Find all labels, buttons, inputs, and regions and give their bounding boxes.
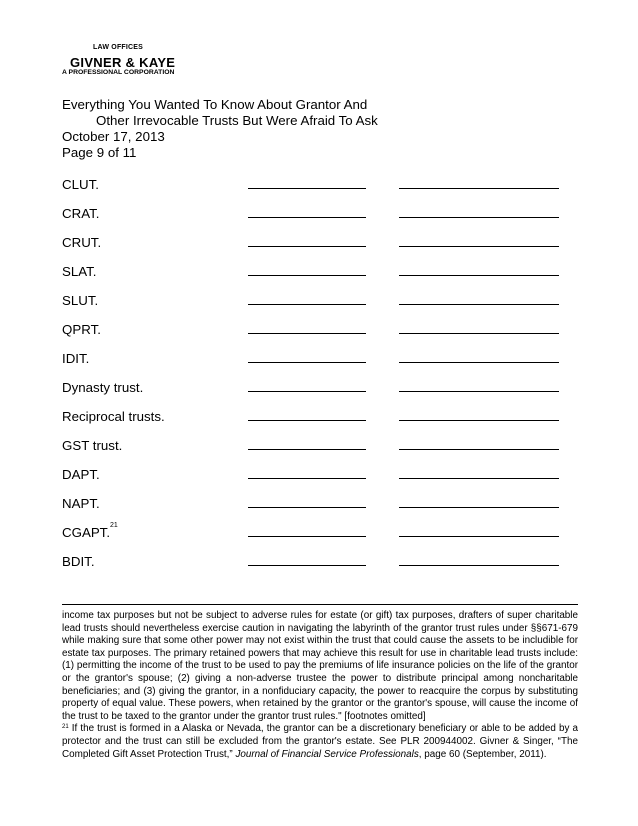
list-item <box>62 467 582 485</box>
letterhead-firm-name: GIVNER & KAYE <box>70 55 176 70</box>
trust-label-with-footnote <box>62 522 118 540</box>
trust-label: DAPT. <box>62 467 100 482</box>
blank-line-2 <box>399 478 559 479</box>
blank-line-1 <box>248 478 366 479</box>
blank-line-1 <box>248 217 366 218</box>
blank-line-1 <box>248 536 366 537</box>
list-item <box>62 264 582 282</box>
blank-line-2 <box>399 536 559 537</box>
blank-line-2 <box>399 391 559 392</box>
blank-line-2 <box>399 420 559 421</box>
list-item <box>62 235 582 253</box>
list-item <box>62 351 582 369</box>
list-item <box>62 177 582 195</box>
footnotes <box>62 610 578 761</box>
title-line-2: Other Irrevocable Trusts But Were Afraid To Ask <box>96 113 378 128</box>
letterhead-law-offices: LAW OFFICES <box>93 44 144 51</box>
footnote-divider <box>62 604 578 605</box>
document-header <box>62 97 378 161</box>
list-item <box>62 206 582 224</box>
list-item <box>62 496 582 514</box>
letterhead-corporation: A PROFESSIONAL CORPORATION <box>62 69 175 76</box>
list-item <box>62 380 582 398</box>
trust-label: CLUT. <box>62 177 99 192</box>
blank-line-1 <box>248 391 366 392</box>
list-item <box>62 438 582 456</box>
list-item <box>62 522 582 543</box>
blank-line-1 <box>248 188 366 189</box>
footnote-21-tail: , page 60 (September, 2011). <box>418 748 547 760</box>
blank-line-1 <box>248 507 366 508</box>
title-line-1: Everything You Wanted To Know About Grantor And <box>62 97 368 112</box>
trust-label: NAPT. <box>62 496 100 511</box>
list-item <box>62 409 582 427</box>
footnote-21-text: If the trust is formed in a Alaska or Nevada, the grantor can be a discretionary beneficiary or able to be added by a protector and the trust can still be excluded from the grantor's estate. See PLR 200944002. Givner & Singer, “The Completed Gift Asset Protection Trust,” <box>62 723 578 760</box>
list-item <box>62 554 582 572</box>
trust-label: SLUT. <box>62 293 99 308</box>
journal-title: Journal of Financial Service Professionals <box>235 748 419 760</box>
blank-line-2 <box>399 565 559 566</box>
list-item <box>62 322 582 340</box>
blank-line-1 <box>248 246 366 247</box>
blank-line-1 <box>248 275 366 276</box>
footnote-21 <box>62 723 578 761</box>
blank-line-1 <box>248 420 366 421</box>
trust-label: CRAT. <box>62 206 100 221</box>
blank-line-1 <box>248 449 366 450</box>
footnote-continued: income tax purposes but not be subject to adverse rules for estate (or gift) tax purposes, drafters of super charitable lead trusts should nevertheless exercise caution in navigating the labyrinth of the grantor trust rules under §§671-679 while making sure that some other power may not exist within the trust that could cause the assets to be includible for estate tax purposes. The primary retained powers that may achieve this result for use in charitable lead trusts include: (1) permitting the income of the trust to be used to pay the premiums of life insurance policies on the life of the grantor or the grantor's spouse; (2) giving a non-adverse trustee the power to distribute principal among noncharitable beneficiaries; and (3) giving the grantor, in a nonfiduciary capacity, the power to reacquire the corpus by substituting property of equal value. These powers, when retained by the grantor or the grantor's spouse, will cause the income of the trust to be taxed to the grantor under the grantor trust rules." [footnotes omitted] <box>62 610 578 722</box>
trust-label: CRUT. <box>62 235 102 250</box>
blank-line-1 <box>248 304 366 305</box>
blank-line-2 <box>399 304 559 305</box>
trust-label: BDIT. <box>62 554 95 569</box>
blank-line-2 <box>399 333 559 334</box>
blank-line-1 <box>248 565 366 566</box>
trust-label: Dynasty trust. <box>62 380 144 395</box>
trust-label: GST trust. <box>62 438 123 453</box>
trust-label: IDIT. <box>62 351 90 366</box>
blank-line-1 <box>248 362 366 363</box>
blank-line-1 <box>248 333 366 334</box>
blank-line-2 <box>399 188 559 189</box>
page-number: Page 9 of 11 <box>62 145 137 160</box>
blank-line-2 <box>399 246 559 247</box>
blank-line-2 <box>399 217 559 218</box>
blank-line-2 <box>399 362 559 363</box>
blank-line-2 <box>399 275 559 276</box>
trust-label: QPRT. <box>62 322 101 337</box>
document-date: October 17, 2013 <box>62 129 165 144</box>
trust-label: CGAPT. <box>62 525 111 540</box>
trust-label: SLAT. <box>62 264 97 279</box>
blank-line-2 <box>399 449 559 450</box>
list-item <box>62 293 582 311</box>
footnote-number: 21 <box>62 724 69 731</box>
blank-line-2 <box>399 507 559 508</box>
footnote-ref: 21 <box>110 522 118 529</box>
trust-label: Reciprocal trusts. <box>62 409 165 424</box>
